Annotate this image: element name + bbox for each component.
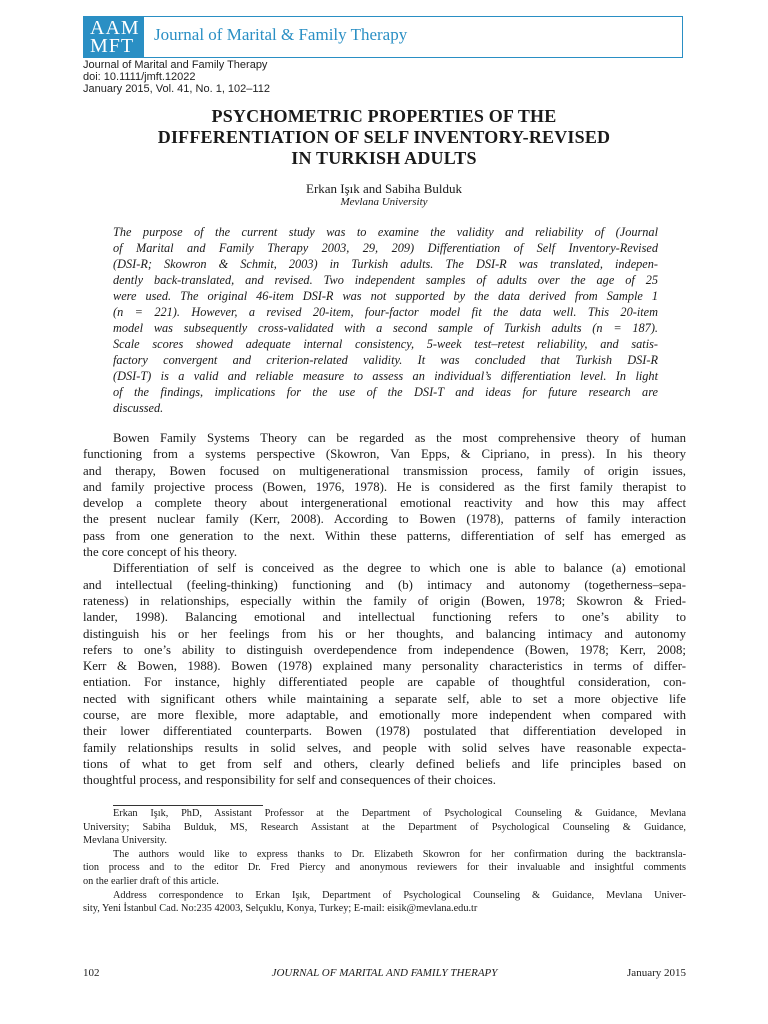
authors: Erkan Işık and Sabiha Bulduk [306, 181, 462, 196]
body-line: develop a complete theory about intergenerational emotional reactivity and how this may affect [83, 496, 686, 511]
footnote-3 [83, 889, 686, 916]
article-meta [83, 59, 270, 95]
journal-name: Journal of Marital & Family Therapy [154, 25, 408, 44]
footnote-line: Mevlana University. [83, 835, 167, 847]
body-line: refers to one’s ability to distinguish overdependence from independence (Bowen, 1978; Kerr, 2008; [83, 642, 686, 657]
journal-banner [83, 16, 683, 58]
title-line: IN TURKISH ADULTS [291, 148, 477, 168]
body-line: their lower differentiated counterparts. Bowen (1978) postulated that differentiation developed in [83, 724, 686, 739]
footnote-line: sity, Yeni İstanbul Cad. No:235 42003, Selçuklu, Konya, Turkey; E-mail: eisik@mevlana.edu.tr [83, 903, 478, 915]
body-line: functioning from a systems perspective (Skowron, Van Epps, & Cipriano, in press). In his theory [83, 447, 686, 462]
title-line: PSYCHOMETRIC PROPERTIES OF THE [211, 106, 557, 126]
body-line: family relationships results in solid selves, and people with solid selves have reasonable expecta- [83, 740, 686, 755]
body-line: rateness) in relationships, especially within the family of origin (Bowen, 1978; Skowron & Fried- [83, 593, 686, 608]
body-line: thoughtful process, and responsibility for self and consequences of their choices. [83, 773, 496, 788]
abstract-line: (n = 221). However, a revised 20-item, four-factor model fit the data well. This 20-item [113, 305, 658, 319]
meta-issue: January 2015, Vol. 41, No. 1, 102–112 [83, 83, 270, 95]
page-number: 102 [83, 967, 100, 979]
body-line: and intellectual (feeling-thinking) functioning and (b) intimacy and autonomy (togetherness–sepa- [83, 577, 686, 592]
body-line: the present nuclear family (Kerr, 2008). According to Bowen (1978), patterns of family interaction [83, 512, 686, 527]
abstract-line: (DSI-R; Skowron & Schmit, 2003) in Turkish adults. The DSI-R was translated, indepen- [113, 257, 658, 271]
footnote-line: The authors would like to express thanks to Dr. Elizabeth Skowron for her confirmation during the backtransla- [113, 848, 686, 860]
body-text [83, 430, 686, 789]
footnote-2 [83, 848, 686, 889]
aamft-logo [84, 17, 144, 57]
footnote-line: Erkan Işık, PhD, Assistant Professor at the Department of Psychological Counseling & Guidance, Mevlana [113, 808, 686, 819]
body-line: lander, 1998). Balancing emotional and intellectual functioning refers to one’s ability to [83, 610, 686, 625]
abstract-line: dently back-translated, and revised. Two independent samples of adults over the age of 25 [113, 273, 658, 287]
footnote-line: tion process and to the editor Dr. Fred Piercy and anonymous reviewers for their invaluable and insightful comments [83, 862, 686, 874]
body-line: and therapy, Bowen focused on multigenerational transmission process, family of origin issues, [83, 463, 686, 478]
abstract [113, 224, 658, 416]
body-line: Bowen Family Systems Theory can be regarded as the most comprehensive theory of human [113, 431, 686, 445]
body-line: entiation. For instance, highly differentiated people are capable of thoughtful consideration, con- [83, 675, 686, 690]
article-title [83, 106, 685, 169]
logo-line-2: MFT [90, 35, 135, 57]
paragraph-2 [83, 560, 686, 788]
body-line: tions of what to get from self and others, clearly defined beliefs and life principles based on [83, 756, 686, 771]
body-line: course, are more flexible, more adaptable, and emotionally more independent when compared with [83, 708, 686, 723]
footnote-1 [83, 807, 686, 848]
footnote-line: University; Sabiha Bulduk, MS, Research Assistant at the Department of Psychological Counseling & Guidance, [83, 821, 686, 833]
footnotes [83, 807, 686, 916]
footnote-line: on the earlier draft of this article. [83, 875, 219, 887]
meta-doi: doi: 10.1111/jmft.12022 [83, 71, 196, 83]
meta-journal: Journal of Marital and Family Therapy [83, 59, 268, 71]
title-line: DIFFERENTIATION OF SELF INVENTORY-REVISED [157, 127, 611, 147]
paragraph-1 [83, 430, 686, 560]
body-line: pass from one generation to the next. Within these patterns, differentiation of self has emerged as [83, 528, 686, 543]
affiliation: Mevlana University [340, 196, 428, 208]
body-line: Kerr & Bowen, 1988). Bowen (1978) explained many personality characteristics in terms of differ- [83, 659, 686, 674]
abstract-line: discussed. [113, 401, 164, 415]
abstract-line: of the findings, implications for the use of the DSI-T and ideas for future research are [113, 385, 658, 399]
logo-line-1: AAM [90, 17, 140, 39]
abstract-line: were used. The original 46-item DSI-R was not supported by the data derived from Sample 1 [113, 289, 658, 303]
abstract-line: (DSI-T) is a valid and reliable measure to assess an individual’s differentiation level. In light [113, 369, 658, 383]
abstract-line: factory convergent and criterion-related validity. It was concluded that Turkish DSI-R [113, 353, 658, 367]
footer-journal: JOURNAL OF MARITAL AND FAMILY THERAPY [271, 967, 498, 979]
body-line: distinguish his or her feelings from his or her thoughts, and balancing intimacy and autonomy [83, 626, 686, 641]
abstract-line: The purpose of the current study was to examine the validity and reliability of (Journal [113, 225, 658, 239]
body-line: nected with significant others while maintaining a separate self, able to set a more objective life [83, 691, 686, 706]
footer-date: January 2015 [627, 967, 686, 979]
footnote-rule [113, 805, 263, 806]
body-line: and family projective process (Bowen, 1976, 1978). He is considered as the first family therapist to [83, 479, 686, 494]
body-line: the core concept of his theory. [83, 545, 238, 560]
abstract-line: Scale scores showed adequate internal consistency, 5-week test–retest reliability, and satis- [113, 337, 658, 351]
abstract-line: model was subsequently cross-validated with a second sample of Turkish adults (n = 187). [113, 321, 658, 335]
abstract-line: of Marital and Family Therapy 2003, 29, 209) Differentiation of Self Inventory-Revised [113, 241, 658, 255]
footnote-line: Address correspondence to Erkan Işık, Department of Psychological Counseling & Guidance, Mevlana Univer- [113, 889, 686, 901]
body-line: Differentiation of self is conceived as the degree to which one is able to balance (a) emotional [113, 561, 686, 576]
